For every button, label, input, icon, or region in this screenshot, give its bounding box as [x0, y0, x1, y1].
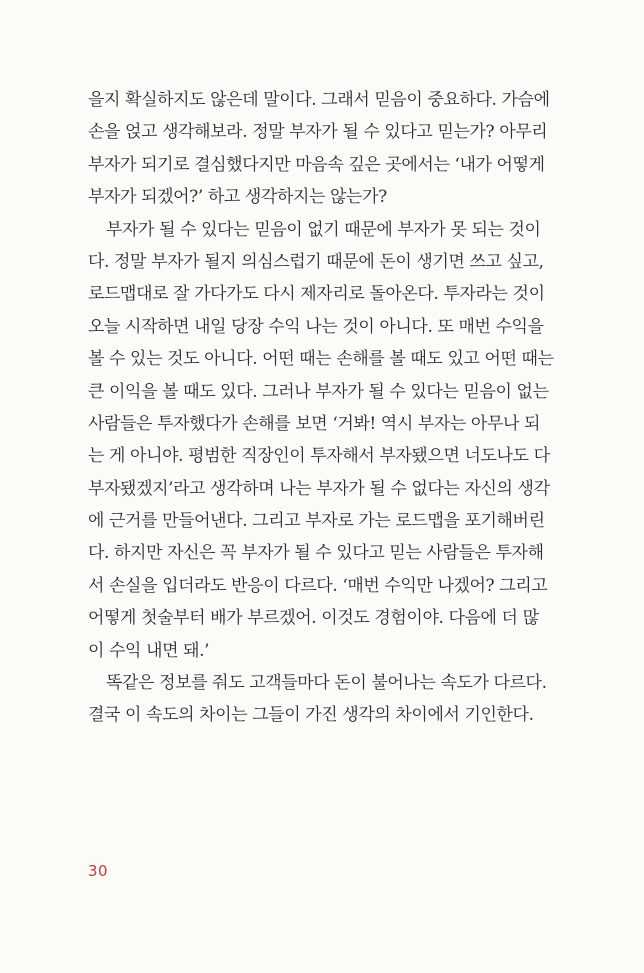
text-line: 로드맵대로 잘 가다가도 다시 제자리로 돌아온다. 투자라는 것이	[88, 284, 545, 305]
text-line: 똑같은 정보를 줘도 고객들마다 돈이 불어나는 속도가 다르다.	[106, 673, 547, 694]
text-line: 부자가 될 수 있다는 믿음이 없기 때문에 부자가 못 되는 것이	[106, 219, 541, 240]
text-line: 볼 수 있는 것도 아니다. 어떤 때는 손해를 볼 때도 있고 어떤 때는	[88, 349, 554, 370]
text-line: 사람들은 투자했다가 손해를 보면 ‘거봐! 역시 부자는 아무나 되	[88, 413, 541, 434]
text-line: 손을 얹고 생각해보라. 정말 부자가 될 수 있다고 믿는가? 아무리	[88, 122, 548, 143]
text-line: 부자가 되겠어?’ 하고 생각하지는 않는가?	[88, 187, 387, 208]
text-line: 결국 이 속도의 차이는 그들이 가진 생각의 차이에서 기인한다.	[88, 705, 534, 726]
body-text	[88, 84, 566, 732]
text-line: 어떻게 첫술부터 배가 부르겠어. 이것도 경험이야. 다음에 더 많	[88, 608, 539, 629]
text-line: 다. 하지만 자신은 꼭 부자가 될 수 있다고 믿는 사람들은 투자해	[88, 543, 544, 564]
text-line: 서 손실을 입더라도 반응이 다르다. ‘매번 수익만 나겠어? 그리고	[88, 575, 548, 596]
text-line: 부자됐겠지’라고 생각하며 나는 부자가 될 수 없다는 자신의 생각	[88, 478, 550, 499]
text-line: 오늘 시작하면 내일 당장 수익 나는 것이 아니다. 또 매번 수익을	[88, 316, 544, 337]
page-number: 30	[88, 862, 109, 880]
text-line: 다. 정말 부자가 될지 의심스럽기 때문에 돈이 생기면 쓰고 싶고,	[88, 251, 544, 272]
text-line: 이 수익 내면 돼.’	[88, 640, 210, 661]
text-line: 을지 확실하지도 않은데 말이다. 그래서 믿음이 중요하다. 가슴에	[88, 90, 550, 110]
text-line: 부자가 되기로 결심했다지만 마음속 깊은 곳에서는 ‘내가 어떻게	[88, 154, 545, 175]
text-line: 에 근거를 만들어낸다. 그리고 부자로 가는 로드맵을 포기해버린	[88, 511, 545, 532]
text-line: 는 게 아니야. 평범한 직장인이 투자해서 부자됐으면 너도나도 다	[88, 446, 550, 467]
text-line: 큰 이익을 볼 때도 있다. 그러나 부자가 될 수 있다는 믿음이 없는	[88, 381, 549, 402]
